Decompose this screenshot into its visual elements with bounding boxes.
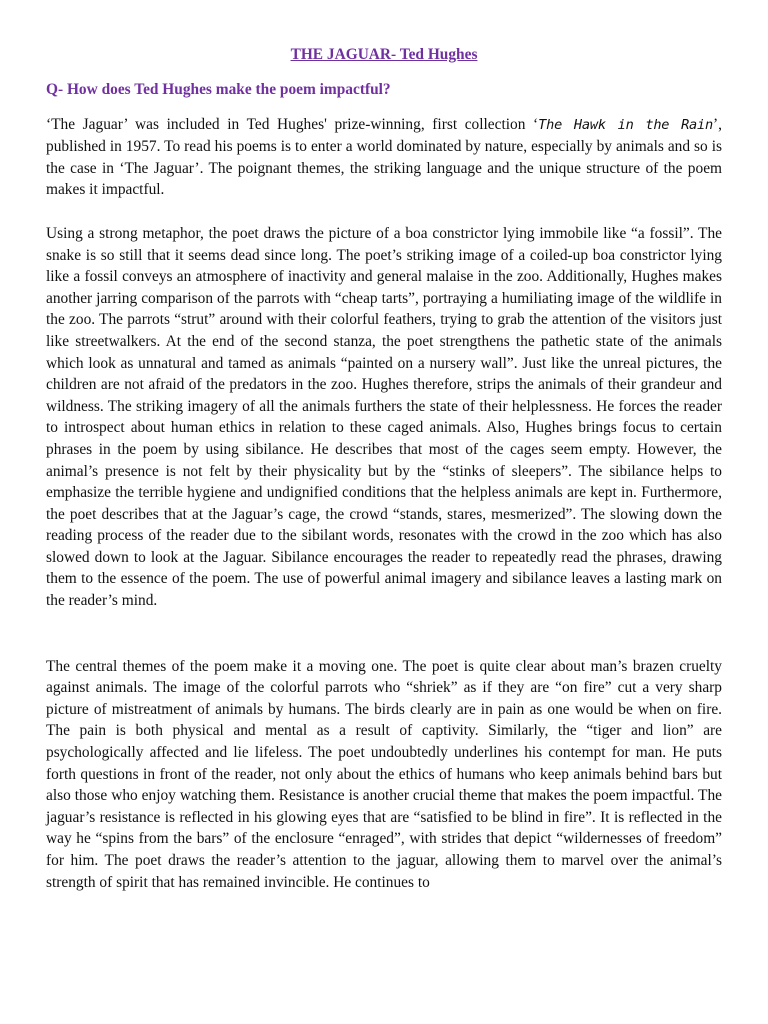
essay-question: Q- How does Ted Hughes make the poem impactful? <box>46 81 391 98</box>
document-title: THE JAGUAR- Ted Hughes <box>290 46 478 63</box>
paragraph-language: Using a strong metaphor, the poet draws the picture of a boa constrictor lying immobile like “a fossil”. The snake is so still that it seems dead since long. The poet’s striking image of a coiled-up boa constrictor lying like a fossil conveys an atmosphere of inactivity and general malaise in the zoo. Additionally, Hughes makes another jarring comparison of the parrots with “cheap tarts”, portraying a humiliating image of the wildlife in the zoo. The parrots “strut” around with their colorful feathers, trying to grab the attention of the visitors just like streetwalkers. At the end of the second stanza, the poet strengthens the pathetic state of the animals which look as unnatural and tamed as animals “painted on a nursery wall”. Just like the unreal pictures, the children are not afraid of the predators in the zoo. Hughes therefore, strips the animals of their grandeur and wildness. The striking imagery of all the animals furthers the state of their helplessness. He forces the reader to introspect about human ethics in relation to these caged animals. Also, Hughes brings focus to certain phrases in the poem by using sibilance. He describes that most of the cages seem empty. However, the animal’s presence is not felt by their physicality but by the “stinks of sleepers”. The sibilance helps to emphasize the terrible hygiene and undignified conditions that the helpless animals are kept in. Furthermore, the poet describes that at the Jaguar’s cage, the crowd “stands, stares, mesmerized”. The slowing down the reading process of the reader due to the sibilant words, resonates with the crowd in the zoo which has also slowed down to look at the Jaguar. Sibilance encourages the reader to repeatedly read the phrases, drawing them to the essence of the poem. The use of powerful animal imagery and sibilance leaves a lasting mark on the reader’s mind. <box>46 224 722 610</box>
paragraph-intro-text-start: ‘The Jaguar’ was included in Ted Hughes' prize-winning, first collection ‘ <box>46 115 539 133</box>
paragraph-intro <box>46 114 722 201</box>
book-title: The Hawk in the Rain <box>538 116 714 133</box>
document-page <box>46 44 722 893</box>
paragraph-themes: The central themes of the poem make it a moving one. The poet is quite clear about man’s brazen cruelty against animals. The image of the colorful parrots who “shriek” as if they are “on fire” cut a very sharp picture of mistreatment of animals by humans. The birds clearly are in pain as one would be when on fire. The pain is both physical and mental as a result of captivity. Similarly, the “tiger and lion” are psychologically affected and lie lifeless. The poet undoubtedly underlines his contempt for man. He puts forth questions in front of the reader, not only about the ethics of humans who keep animals behind bars but also those who enjoy watching them. Resistance is another crucial theme that makes the poem impactful. The jaguar’s resistance is reflected in his glowing eyes that are “satisfied to be blind in fire”. It is reflected in the way he “spins from the bars” of the enclosure “enraged”, with strides that depict “wildernesses of freedom” for him. The poet draws the reader’s attention to the jaguar, allowing them to marvel over the animal’s strength of spirit that has remained invincible. He continues to <box>46 657 722 891</box>
paragraph-intro-text-end: ’, published in 1957. To read his poems is to enter a world dominated by nature, especially by animals and so is the case in ‘The Jaguar’. The poignant themes, the striking language and the unique structure of the poem makes it impactful. <box>46 115 722 199</box>
